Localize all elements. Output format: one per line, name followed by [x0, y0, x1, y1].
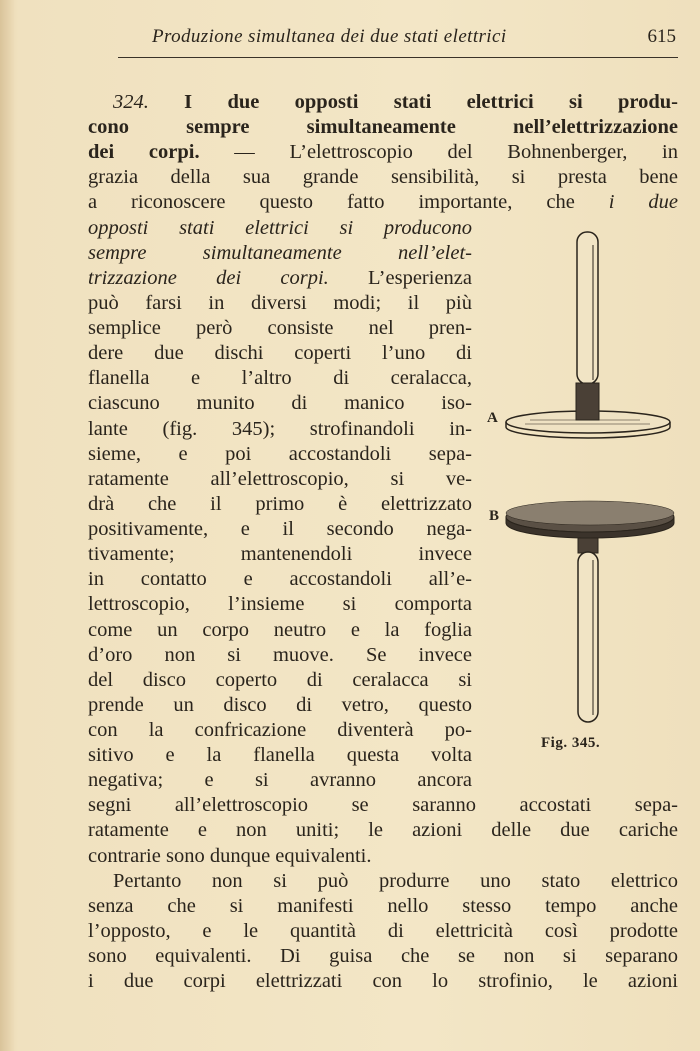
text-segment: lante (fig. 345); strofinandoli in-: [88, 417, 472, 440]
text-line: [88, 919, 678, 943]
figure-caption: Fig. 345.: [541, 735, 601, 751]
text-segment: sieme, e poi accostandoli sepa-: [88, 442, 472, 465]
disc-b-drawing: [506, 501, 674, 722]
text-segment: sempre simultaneamente nell’elet-: [88, 241, 472, 264]
text-line: [88, 291, 472, 315]
disc-illustration: [480, 220, 690, 760]
text-segment: lettroscopio, l’insieme si comporta: [88, 593, 472, 616]
text-line: [88, 517, 472, 541]
text-segment: ciascuno munito di manico iso-: [88, 392, 472, 415]
text-line: [88, 140, 678, 164]
text-line: [88, 216, 472, 240]
text-segment: sitivo e la flanella questa volta: [88, 744, 472, 767]
text-line: [88, 668, 472, 692]
text-segment: prende un disco di vetro, questo: [88, 693, 472, 716]
text-segment: trizzazione dei corpi.: [88, 266, 329, 289]
text-segment: cono sempre simultaneamente nell’elettrizzazione: [88, 116, 678, 139]
text-segment: contrarie sono dunque equivalenti.: [88, 844, 372, 867]
text-segment: con la confricazione diventerà po-: [88, 719, 472, 741]
text-segment: opposti stati elettrici si producono: [88, 216, 472, 239]
text-segment: segni all’elettroscopio se saranno accostati sepa-: [88, 794, 678, 817]
text-segment: del disco coperto di ceralacca si: [88, 668, 472, 691]
text-line: [88, 190, 678, 214]
text-line: [88, 793, 678, 817]
text-segment: può farsi in diversi modi; il più: [88, 291, 472, 314]
text-segment: ratamente e non uniti; le azioni delle due cariche: [88, 819, 678, 842]
text-line: [88, 693, 472, 717]
text-line: [88, 417, 472, 441]
text-line: [88, 467, 472, 491]
text-line: [88, 492, 472, 516]
text-line: [88, 894, 678, 918]
disc-a-drawing: [506, 232, 670, 438]
text-segment: grazia della sua grande sensibilità, si presta bene: [88, 166, 678, 189]
text-segment: i due corpi elettrizzati con lo strofinio, le azioni: [88, 970, 678, 993]
text-line: [88, 266, 472, 290]
figure-label-b: B: [489, 508, 500, 524]
text-line: [88, 341, 472, 365]
text-segment: d’oro non si muove. Se invece: [88, 643, 472, 666]
text-segment: positivamente, e il secondo nega-: [88, 518, 472, 541]
text-line: [88, 165, 678, 189]
text-segment: L’esperienza: [328, 266, 472, 289]
text-line: [88, 366, 472, 390]
text-segment: sono equivalenti. Di guisa che se non si separano: [88, 945, 678, 968]
text-line: [88, 241, 472, 265]
text-segment: dei corpi.: [88, 141, 200, 164]
text-segment: semplice però consiste nel pren-: [88, 317, 472, 340]
text-segment: ratamente all’elettroscopio, si ve-: [88, 467, 472, 490]
text-line: [88, 442, 472, 466]
running-title: Produzione simultanea dei due stati elettrici: [152, 26, 507, 47]
text-line: [88, 90, 678, 114]
figure-label-a: A: [487, 410, 498, 426]
text-line: [88, 818, 678, 842]
text-segment: come un corpo neutro e la foglia: [88, 618, 472, 641]
text-segment: tivamente; mantenendoli invece: [88, 543, 472, 566]
header-rule: [118, 57, 678, 58]
page-number: 615: [647, 26, 676, 47]
text-line: [88, 391, 472, 415]
text-segment: drà che il primo è elettrizzato: [88, 492, 472, 515]
text-line: [88, 115, 678, 139]
text-line: [88, 567, 472, 591]
text-line: [88, 844, 678, 868]
text-segment: dere due dischi coperti l’uno di: [88, 342, 472, 365]
text-line: [88, 316, 472, 340]
text-segment: a riconoscere questo fatto importante, che: [88, 191, 609, 214]
text-segment: in contatto e accostandoli all’e-: [88, 568, 472, 591]
text-line: [88, 944, 678, 968]
text-segment: l’opposto, e le quantità di elettricità così prodotte: [88, 919, 678, 942]
text-segment: 324.: [113, 91, 185, 113]
text-line: [88, 618, 472, 642]
text-line: [88, 969, 678, 993]
text-segment: flanella e l’altro di ceralacca,: [88, 367, 472, 390]
text-line: [88, 768, 472, 792]
text-segment: Pertanto non si può produrre uno stato elettrico: [113, 869, 678, 892]
text-segment: senza che si manifesti nello stesso tempo anche: [88, 894, 678, 917]
text-segment: i due: [608, 191, 678, 214]
text-segment: — L’elettroscopio del Bohnenberger, in: [199, 141, 678, 164]
text-line: [88, 718, 472, 742]
figure-345: [480, 220, 690, 760]
page-gutter-edge: [0, 0, 14, 1051]
text-line: [88, 743, 472, 767]
text-line: [88, 869, 678, 893]
text-line: [88, 542, 472, 566]
text-segment: negativa; e si avranno ancora: [88, 769, 472, 792]
text-line: [88, 643, 472, 667]
text-segment: I due opposti stati elettrici si produ-: [184, 91, 679, 113]
text-line: [88, 592, 472, 616]
